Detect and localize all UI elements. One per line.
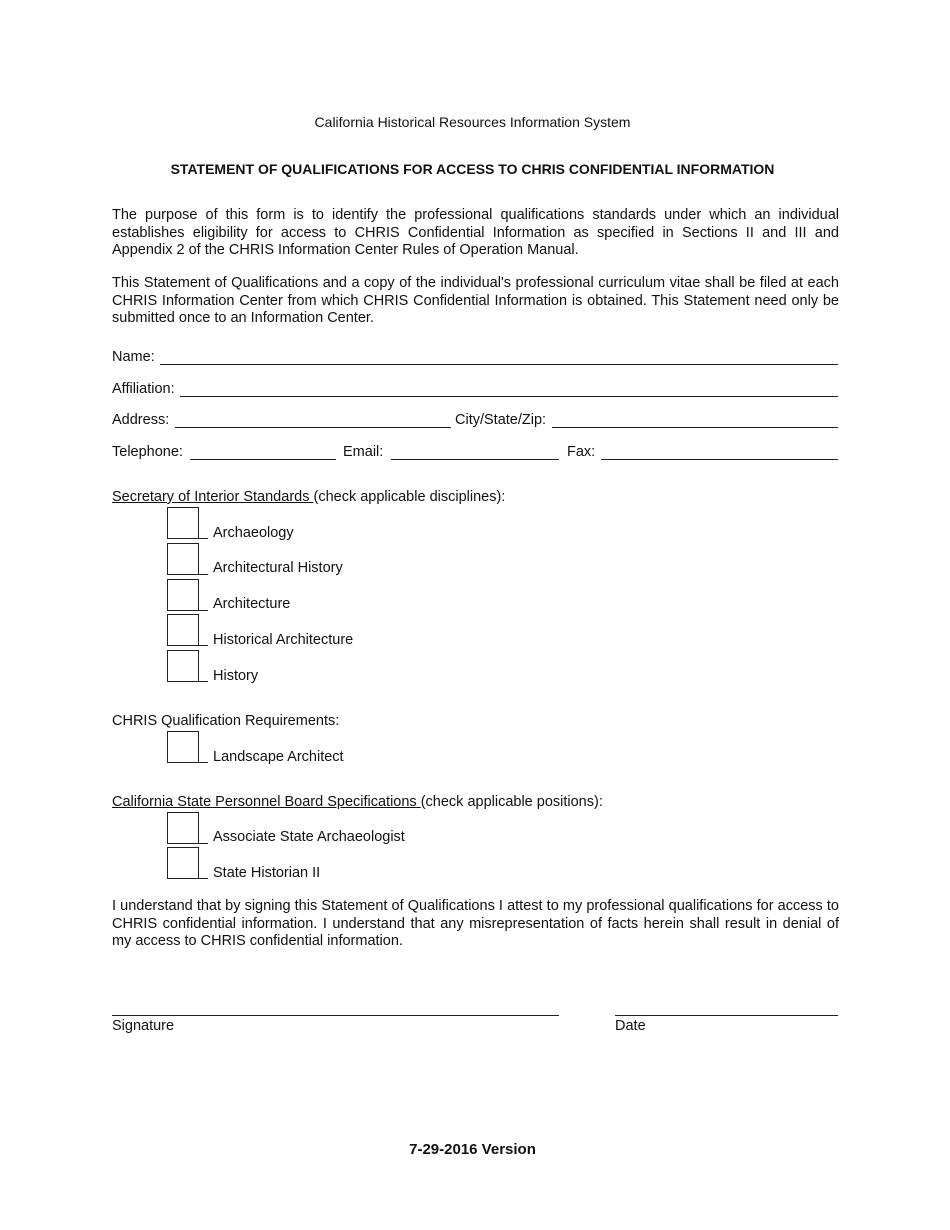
date-label: Date (615, 1018, 646, 1034)
landscape-architect-checkbox[interactable] (167, 731, 199, 763)
affiliation-label: Affiliation: (112, 381, 175, 397)
state-historian-ii-checkbox[interactable] (167, 847, 199, 879)
historical-architecture-checkbox[interactable] (167, 614, 199, 646)
landscape-architect-label: Landscape Architect (213, 749, 344, 765)
city-state-zip-label: City/State/Zip: (455, 412, 547, 428)
filing-paragraph: This Statement of Qualifications and a copy of the individual's professional curriculum vitae shall be filed at each CHRIS Information Center from which CHRIS Confidential Information is obtained. This Statement need only be submitted once to an Information Center. (112, 275, 839, 326)
system-name: California Historical Resources Information System (314, 114, 631, 130)
state-historian-ii-label: State Historian II (213, 865, 321, 881)
name-field[interactable] (160, 364, 838, 365)
checkbox-line (199, 681, 208, 682)
version-footer: 7-29-2016 Version (409, 1141, 536, 1158)
purpose-paragraph: The purpose of this form is to identify the professional qualifications standards under which an individual establishes eligibility for access to CHRIS Confidential Information as specified in Sections II and III and Appendix 2 of the CHRIS Information Center Rules of Operation Manual. (112, 207, 839, 258)
archaeology-checkbox[interactable] (167, 507, 199, 539)
checkbox-line (199, 610, 208, 611)
history-label: History (213, 668, 259, 684)
fax-label: Fax: (567, 444, 596, 460)
history-checkbox[interactable] (167, 650, 199, 682)
attestation-paragraph: I understand that by signing this Statement of Qualifications I attest to my professional qualifications for access to CHRIS confidential information. I understand that any misrepresentation of facts herein shall result in denial of my access to CHRIS confidential information. (112, 898, 839, 949)
email-label: Email: (343, 444, 384, 460)
checkbox-line (199, 878, 208, 879)
city-state-zip-field[interactable] (552, 427, 838, 428)
chris-requirements-heading: CHRIS Qualification Requirements: (112, 713, 340, 729)
fax-field[interactable] (601, 459, 838, 460)
telephone-field[interactable] (190, 459, 336, 460)
personnel-board-heading (112, 794, 603, 810)
personnel-board-heading-note: (check applicable positions): (420, 794, 603, 810)
checkbox-line (199, 645, 208, 646)
email-field[interactable] (391, 459, 559, 460)
historical-architecture-label: Historical Architecture (213, 632, 354, 648)
associate-state-archaeologist-checkbox[interactable] (167, 812, 199, 844)
name-label: Name: (112, 349, 155, 365)
archaeology-label: Archaeology (213, 525, 294, 541)
secretary-standards-heading-note: (check applicable disciplines): (313, 489, 506, 505)
secretary-standards-heading (112, 489, 505, 505)
address-label: Address: (112, 412, 170, 428)
checkbox-line (199, 843, 208, 844)
secretary-standards-heading-link: Secretary of Interior Standards (112, 489, 314, 505)
telephone-label: Telephone: (112, 444, 183, 460)
associate-state-archaeologist-label: Associate State Archaeologist (213, 829, 405, 845)
document-title: STATEMENT OF QUALIFICATIONS FOR ACCESS TO CHRIS CONFIDENTIAL INFORMATION (170, 161, 775, 177)
signature-label: Signature (112, 1018, 175, 1034)
architecture-checkbox[interactable] (167, 579, 199, 611)
checkbox-line (199, 538, 208, 539)
address-field[interactable] (175, 427, 451, 428)
checkbox-line (199, 762, 208, 763)
architectural-history-label: Architectural History (213, 560, 343, 576)
architectural-history-checkbox[interactable] (167, 543, 199, 575)
personnel-board-heading-link: California State Personnel Board Specifications (112, 794, 421, 810)
affiliation-field[interactable] (180, 396, 838, 397)
date-field[interactable] (615, 1015, 838, 1016)
architecture-label: Architecture (213, 596, 291, 612)
checkbox-line (199, 574, 208, 575)
signature-field[interactable] (112, 1015, 559, 1016)
